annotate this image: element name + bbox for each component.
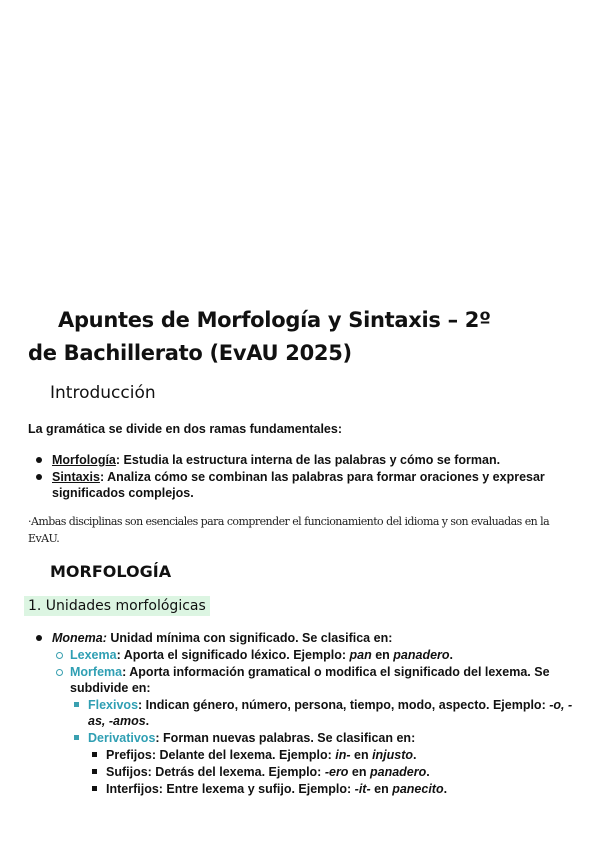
square-bullet-icon — [74, 735, 79, 740]
title-line-2: de Bachillerato (EvAU 2025) — [28, 341, 352, 365]
title-line-1: Apuntes de Morfología y Sintaxis – 2º — [58, 308, 491, 332]
term-morfologia: Morfología — [52, 453, 116, 467]
page-title — [28, 304, 568, 370]
list-item-flexivos: Flexivos: Indican género, número, persona, tiempo, modo, aspecto. Ejemplo: -o, -as, -amos. — [28, 697, 573, 729]
circle-bullet-icon — [56, 669, 63, 676]
square-bullet-icon — [92, 769, 97, 774]
section-heading-unidades: 1. Unidades morfológicas — [24, 596, 210, 616]
introduction-heading: Introducción — [50, 383, 156, 403]
list-item-derivativos: Derivativos: Forman nuevas palabras. Se clasifican en: — [28, 730, 573, 746]
list-item: Sintaxis: Analiza cómo se combinan las palabras para formar oraciones y expresar significados complejos. — [28, 469, 558, 501]
list-item-interfijos: Interfijos: Entre lexema y sufijo. Ejemplo: -it- en panecito. — [28, 781, 573, 797]
introduction-note: ·Ambas disciplinas son esenciales para comprender el funcionamiento del idioma y son evaluadas en la EvAU. — [28, 515, 550, 545]
list-item: Morfología: Estudia la estructura interna de las palabras y cómo se forman. — [28, 452, 558, 468]
morphology-units-list — [28, 630, 573, 798]
square-bullet-icon — [74, 702, 79, 707]
square-bullet-icon — [92, 786, 97, 791]
branches-list — [28, 452, 558, 502]
list-item-monema: Monema: Unidad mínima con significado. Se clasifica en: — [28, 630, 573, 646]
circle-bullet-icon — [56, 652, 63, 659]
morfologia-heading: MORFOLOGÍA — [50, 562, 172, 581]
square-bullet-icon — [92, 752, 97, 757]
list-item-sufijos: Sufijos: Detrás del lexema. Ejemplo: -ero en panadero. — [28, 764, 573, 780]
introduction-lead: La gramática se divide en dos ramas fundamentales: — [28, 422, 343, 436]
list-item-lexema: Lexema: Aporta el significado léxico. Ejemplo: pan en panadero. — [28, 647, 573, 663]
list-item-prefijos: Prefijos: Delante del lexema. Ejemplo: in- en injusto. — [28, 747, 573, 763]
term-sintaxis: Sintaxis — [52, 470, 100, 484]
bullet-icon — [36, 635, 42, 641]
list-item-morfema: Morfema: Aporta información gramatical o modifica el significado del lexema. Se subdivide en: — [28, 664, 573, 696]
